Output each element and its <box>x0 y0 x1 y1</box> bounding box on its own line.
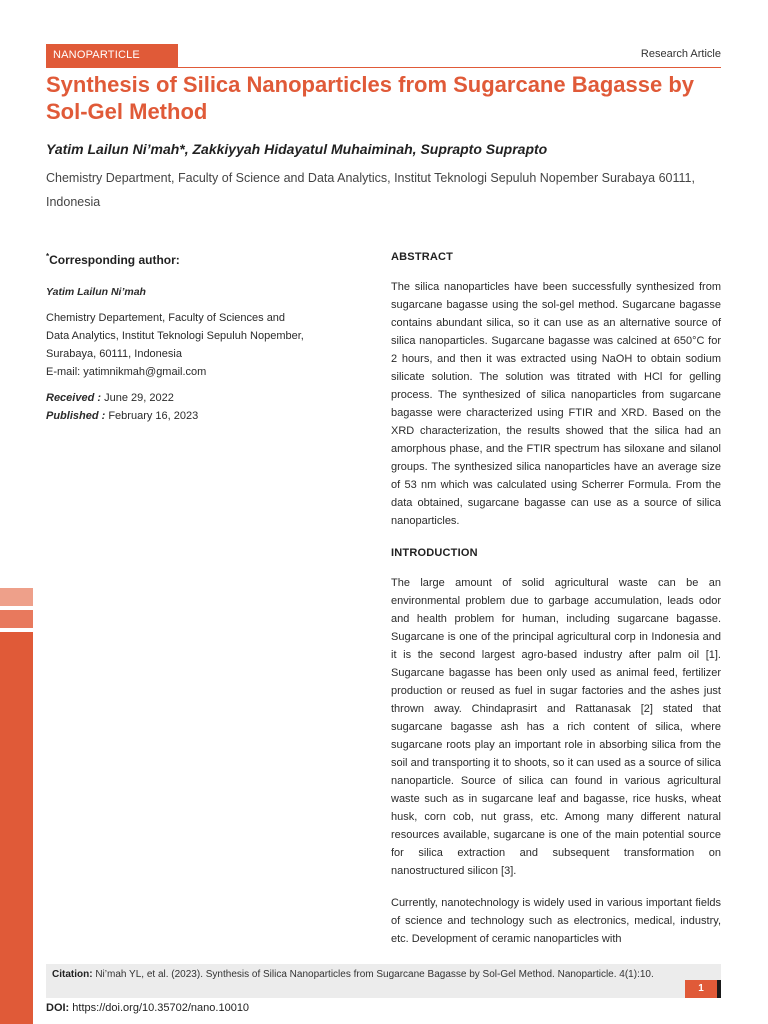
author-list: Yatim Lailun Ni’mah*, Zakkiyyah Hidayatul Muhaiminah, Suprapto Suprapto <box>46 141 548 157</box>
author-affiliation: Chemistry Department, Faculty of Science and Data Analytics, Institut Teknologi Sepuluh Nopember Surabaya 60111, Indonesia <box>46 171 695 209</box>
decorative-side-segment <box>0 610 33 628</box>
published-label: Published : <box>46 410 106 422</box>
abstract-heading: ABSTRACT <box>391 251 454 263</box>
address-line: Chemistry Departement, Faculty of Sciences and <box>46 312 286 324</box>
received-value: June 29, 2022 <box>101 392 174 404</box>
correspondence-panel <box>46 248 346 425</box>
corresponding-star: * <box>46 252 50 261</box>
doi-line <box>46 1002 249 1014</box>
published-date <box>46 407 346 425</box>
address-line: Data Analytics, Institut Teknologi Sepuluh Nopember, <box>46 330 304 342</box>
decorative-side-gap <box>0 628 33 632</box>
main-text-column <box>391 248 721 948</box>
address-line: Surabaya, 60111, Indonesia <box>46 348 182 360</box>
corresponding-author-name: Yatim Lailun Ni’mah <box>46 286 146 298</box>
decorative-side-segment <box>0 588 33 606</box>
citation-label: Citation: <box>52 969 93 980</box>
publication-dates <box>46 389 346 425</box>
doi-label: DOI: <box>46 1002 70 1014</box>
article-type-label: Research Article <box>640 48 721 60</box>
published-value: February 16, 2023 <box>105 410 199 422</box>
corresponding-author-heading <box>46 248 346 269</box>
journal-section-badge: NANOPARTICLE <box>46 44 178 67</box>
decorative-side-bar <box>0 588 33 1024</box>
citation-box <box>46 964 721 998</box>
header-divider <box>46 67 721 68</box>
doi-link[interactable]: https://doi.org/10.35702/nano.10010 <box>69 1002 250 1014</box>
introduction-paragraph-1: The large amount of solid agricultural waste can be an environmental problem due to garbage accumulation, leads odor and health problem for human, including sugarcane bagasse. Sugarcane is one of the principal agricultural corp in Indonesia and it is the second largest agro-based industry after palm oil [1]. Sugarcane bagasse has been only used as animal feed, fertilizer production or reused as fuel in sugar factories and the ashes just thrown away. Chindaprasirt and Rattanasak [2] stated that sugarcane bagasse ash has a rich content of silica, where sugarcane roots play an important role in absorbing silica from the soil and transporting it to shoots, so it can used as a source of silica nanoparticle. Source of silica can found in various agricultural waste such as in sugarcane leaf and bagasse, rice husks, wheat husk, corn cob, nut grass, etc. Among many different natural resources available, sugarcane is one of the main potential source for silica extraction and subsequent transformation on nanostructured silicon [3]. <box>391 577 721 877</box>
citation-text: Ni’mah YL, et al. (2023). Synthesis of Silica Nanoparticles from Sugarcane Bagasse by Sol-Gel Method. Nanoparticle. 4(1):10. <box>92 969 654 980</box>
page-number-edge <box>717 980 721 998</box>
corresponding-address <box>46 309 346 381</box>
email-line[interactable]: E-mail: yatimnikmah@gmail.com <box>46 366 207 378</box>
received-label: Received : <box>46 392 102 404</box>
introduction-heading: INTRODUCTION <box>391 547 478 559</box>
corresponding-heading-text: Corresponding author: <box>49 253 180 267</box>
received-date <box>46 389 346 407</box>
introduction-paragraph-2: Currently, nanotechnology is widely used in various important fields of science and technology such as electronics, medical, industry, etc. Development of ceramic nanoparticles with <box>391 897 721 945</box>
article-title: Synthesis of Silica Nanoparticles from Sugarcane Bagasse by Sol-Gel Method <box>46 72 695 124</box>
page-number: 1 <box>685 980 717 998</box>
abstract-text: The silica nanoparticles have been successfully synthesized from sugarcane bagasse using the sol-gel method. Sugarcane bagasse contains abundant silica, so it can use as an alternative source of silica nanoparticles. Sugarcane bagasse was calcined at 650°C for 2 hours, and then it was extracted using NaOH to obtain sodium silicate solution. The solution was titrated with HCl for gelling process. The synthesized of silica nanoparticles from sugarcane bagasse were characterized using FTIR and XRD. Based on the XRD characterization, the results showed that the silica had an amorphous phase, and the FTIR spectrum has siloxane and silanol groups. The synthesized silica nanoparticles have an average size of 53 nm which was calculated using Scherrer Formula. From the data obtained, sugarcane bagasse can use as a source of silica nanoparticles. <box>391 281 721 527</box>
